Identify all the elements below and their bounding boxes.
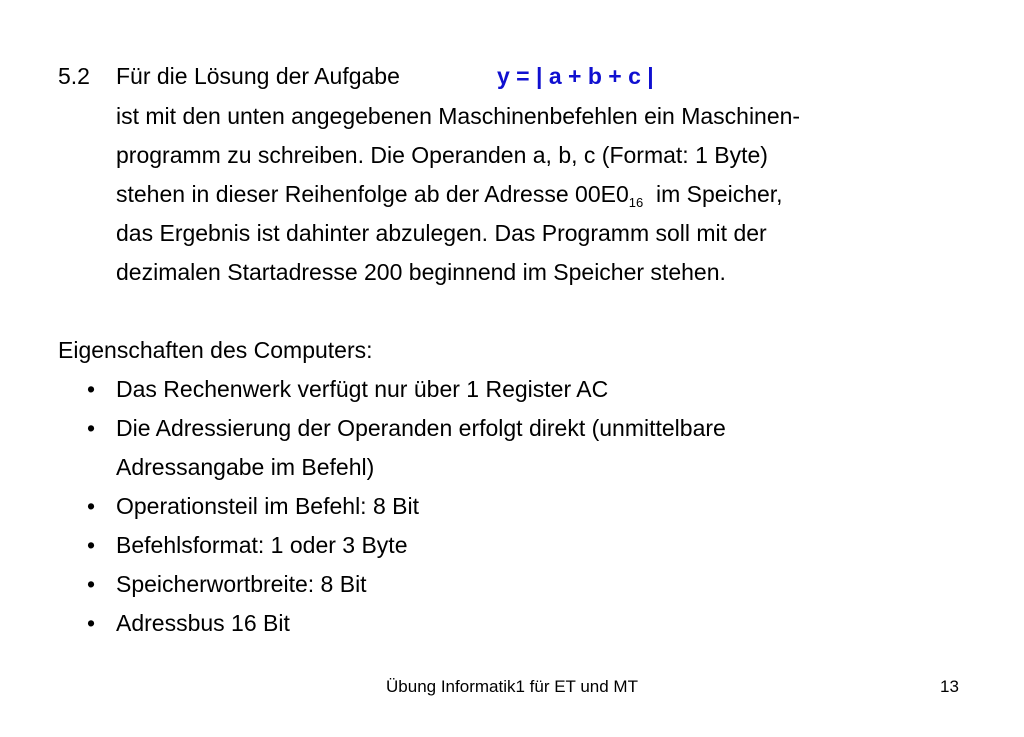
hex-subscript: 16 [628,195,644,210]
property-item-addressing: Die Adressierung der Operanden erfolgt direkt (unmittelbare [116,415,726,441]
bullet-icon: • [87,532,96,558]
page-number: 13 [940,677,959,696]
property-item-address-bus: Adressbus 16 Bit [116,610,290,636]
address-line-end: im Speicher, [643,181,783,207]
footer-title: Übung Informatik1 für ET und MT [386,677,638,696]
task-text-line-2: programm zu schreiben. Die Operanden a, b, c (Format: 1 Byte) [116,142,768,168]
task-formula: y = | a + b + c | [497,63,654,89]
task-text-line-1: ist mit den unten angegebenen Maschinenbefehlen ein Maschinen- [116,103,801,129]
task-number: 5.2 [58,63,90,89]
properties-heading: Eigenschaften des Computers: [58,337,373,363]
property-item-word-width: Speicherwortbreite: 8 Bit [116,571,367,597]
property-item-instruction-format: Befehlsformat: 1 oder 3 Byte [116,532,408,558]
property-item-addressing-continued: Adressangabe im Befehl) [116,454,375,480]
bullet-icon: • [87,376,96,402]
task-text-line-4: das Ergebnis ist dahinter abzulegen. Das Programm soll mit der [116,220,767,246]
bullet-icon: • [87,493,96,519]
task-text-line-5: dezimalen Startadresse 200 beginnend im Speicher stehen. [116,259,726,285]
address-line-start: stehen in dieser Reihenfolge ab der Adresse 00E0 [116,181,629,207]
bullet-icon: • [87,610,96,636]
task-intro: Für die Lösung der Aufgabe [116,63,400,89]
bullet-icon: • [87,571,96,597]
property-item-register: Das Rechenwerk verfügt nur über 1 Register AC [116,376,609,402]
task-text-line-3 [116,180,783,208]
property-item-opcode: Operationsteil im Befehl: 8 Bit [116,493,419,519]
bullet-icon: • [87,415,96,441]
